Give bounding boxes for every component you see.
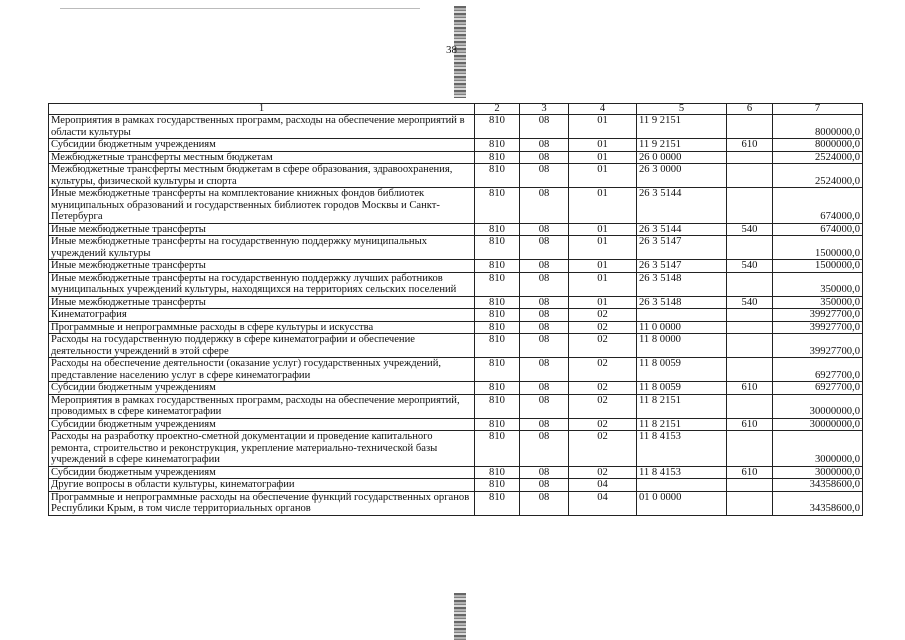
table-row <box>49 491 863 515</box>
header-cell: 1 <box>49 104 475 115</box>
target-article-code: 11 9 2151 <box>637 115 727 139</box>
table-row <box>49 321 863 334</box>
table-row <box>49 188 863 224</box>
subsection-code: 01 <box>569 188 637 224</box>
expense-type-code: 610 <box>727 466 773 479</box>
page-number: 38 <box>446 44 457 56</box>
amount: 1500000,0 <box>773 236 863 260</box>
row-name: Мероприятия в рамках государственных программ, расходы на обеспечение мероприятий, проводимых в сфере кинематографии <box>49 394 475 418</box>
row-name: Субсидии бюджетным учреждениям <box>49 139 475 152</box>
expense-type-code <box>727 334 773 358</box>
header-cell: 4 <box>569 104 637 115</box>
amount: 350000,0 <box>773 296 863 309</box>
expense-type-code <box>727 151 773 164</box>
table-header-row <box>49 104 863 115</box>
amount: 350000,0 <box>773 272 863 296</box>
budget-table <box>48 103 863 516</box>
target-article-code: 11 0 0000 <box>637 321 727 334</box>
target-article-code: 26 3 5144 <box>637 223 727 236</box>
target-article-code: 01 0 0000 <box>637 491 727 515</box>
row-name: Иные межбюджетные трансферты на комплектование книжных фондов библиотек муниципальных образований и государственных библиотек городов Москвы и Санкт-Петербурга <box>49 188 475 224</box>
expense-type-code <box>727 236 773 260</box>
row-name: Межбюджетные трансферты местным бюджетам <box>49 151 475 164</box>
scan-artifact-line <box>60 8 420 9</box>
ministry-code: 810 <box>475 418 520 431</box>
target-article-code: 26 0 0000 <box>637 151 727 164</box>
subsection-code: 01 <box>569 236 637 260</box>
expense-type-code: 610 <box>727 139 773 152</box>
row-name: Субсидии бюджетным учреждениям <box>49 418 475 431</box>
row-name: Иные межбюджетные трансферты на государственную поддержку муниципальных учреждений культуры <box>49 236 475 260</box>
row-name: Иные межбюджетные трансферты <box>49 296 475 309</box>
target-article-code: 26 3 5147 <box>637 236 727 260</box>
amount: 8000000,0 <box>773 139 863 152</box>
ministry-code: 810 <box>475 394 520 418</box>
row-name: Субсидии бюджетным учреждениям <box>49 382 475 395</box>
section-code: 08 <box>520 115 569 139</box>
ministry-code: 810 <box>475 309 520 322</box>
subsection-code: 01 <box>569 164 637 188</box>
table-row <box>49 431 863 467</box>
amount: 34358600,0 <box>773 491 863 515</box>
subsection-code: 01 <box>569 260 637 273</box>
section-code: 08 <box>520 382 569 395</box>
table-row <box>49 394 863 418</box>
table-row <box>49 139 863 152</box>
ministry-code: 810 <box>475 358 520 382</box>
amount: 6927700,0 <box>773 382 863 395</box>
section-code: 08 <box>520 223 569 236</box>
subsection-code: 02 <box>569 382 637 395</box>
section-code: 08 <box>520 272 569 296</box>
ministry-code: 810 <box>475 466 520 479</box>
expense-type-code <box>727 321 773 334</box>
header-cell: 6 <box>727 104 773 115</box>
row-name: Иные межбюджетные трансферты <box>49 223 475 236</box>
table-row <box>49 164 863 188</box>
expense-type-code: 540 <box>727 223 773 236</box>
expense-type-code <box>727 164 773 188</box>
subsection-code: 01 <box>569 139 637 152</box>
row-name: Расходы на обеспечение деятельности (оказание услуг) государственных учреждений, представление населению услуг в сфере кинематографии <box>49 358 475 382</box>
expense-type-code <box>727 115 773 139</box>
row-name: Другие вопросы в области культуры, кинематографии <box>49 479 475 492</box>
expense-type-code: 540 <box>727 296 773 309</box>
amount: 39927700,0 <box>773 309 863 322</box>
target-article-code: 11 8 0059 <box>637 382 727 395</box>
subsection-code: 02 <box>569 418 637 431</box>
table-row <box>49 479 863 492</box>
subsection-code: 02 <box>569 334 637 358</box>
row-name: Кинематография <box>49 309 475 322</box>
subsection-code: 04 <box>569 491 637 515</box>
section-code: 08 <box>520 479 569 492</box>
row-name: Расходы на государственную поддержку в сфере кинематографии и обеспечение деятельности учреждений в этой сфере <box>49 334 475 358</box>
table-row <box>49 260 863 273</box>
row-name: Иные межбюджетные трансферты на государственную поддержку лучших работников муниципальных учреждений культуры, находящихся на территориях сельских поселений <box>49 272 475 296</box>
section-code: 08 <box>520 236 569 260</box>
section-code: 08 <box>520 394 569 418</box>
section-code: 08 <box>520 260 569 273</box>
expense-type-code: 610 <box>727 382 773 395</box>
row-name: Межбюджетные трансферты местным бюджетам в сфере образования, здравоохранения, культуры, физической культуры и спорта <box>49 164 475 188</box>
target-article-code: 26 3 5148 <box>637 272 727 296</box>
table-row <box>49 334 863 358</box>
subsection-code: 01 <box>569 272 637 296</box>
subsection-code: 04 <box>569 479 637 492</box>
row-name: Иные межбюджетные трансферты <box>49 260 475 273</box>
section-code: 08 <box>520 321 569 334</box>
expense-type-code <box>727 188 773 224</box>
expense-type-code <box>727 479 773 492</box>
subsection-code: 02 <box>569 309 637 322</box>
subsection-code: 02 <box>569 321 637 334</box>
amount: 2524000,0 <box>773 151 863 164</box>
expense-type-code <box>727 431 773 467</box>
amount: 30000000,0 <box>773 394 863 418</box>
row-name: Расходы на разработку проектно-сметной документации и проведение капитального ремонта, строительство и реконструкция, укрепление материально-технической базы учреждений в сфере кинематографии <box>49 431 475 467</box>
table-row <box>49 309 863 322</box>
ministry-code: 810 <box>475 260 520 273</box>
target-article-code: 26 3 0000 <box>637 164 727 188</box>
amount: 6927700,0 <box>773 358 863 382</box>
amount: 674000,0 <box>773 188 863 224</box>
row-name: Программные и непрограммные расходы на обеспечение функций государственных органов Республики Крым, в том числе территориальных органов <box>49 491 475 515</box>
expense-type-code: 540 <box>727 260 773 273</box>
ministry-code: 810 <box>475 272 520 296</box>
expense-type-code <box>727 394 773 418</box>
header-cell: 3 <box>520 104 569 115</box>
ministry-code: 810 <box>475 164 520 188</box>
amount: 3000000,0 <box>773 466 863 479</box>
ministry-code: 810 <box>475 382 520 395</box>
target-article-code: 26 3 5144 <box>637 188 727 224</box>
amount: 39927700,0 <box>773 334 863 358</box>
amount: 30000000,0 <box>773 418 863 431</box>
header-cell: 5 <box>637 104 727 115</box>
section-code: 08 <box>520 491 569 515</box>
table-row <box>49 115 863 139</box>
subsection-code: 02 <box>569 394 637 418</box>
target-article-code: 11 8 2151 <box>637 394 727 418</box>
subsection-code: 01 <box>569 115 637 139</box>
table-row <box>49 466 863 479</box>
ministry-code: 810 <box>475 188 520 224</box>
amount: 34358600,0 <box>773 479 863 492</box>
ministry-code: 810 <box>475 139 520 152</box>
expense-type-code: 610 <box>727 418 773 431</box>
subsection-code: 02 <box>569 358 637 382</box>
section-code: 08 <box>520 164 569 188</box>
subsection-code: 02 <box>569 431 637 467</box>
ministry-code: 810 <box>475 479 520 492</box>
expense-type-code <box>727 358 773 382</box>
section-code: 08 <box>520 139 569 152</box>
table-row <box>49 151 863 164</box>
header-cell: 7 <box>773 104 863 115</box>
target-article-code: 11 8 0059 <box>637 358 727 382</box>
ministry-code: 810 <box>475 321 520 334</box>
ministry-code: 810 <box>475 491 520 515</box>
amount: 3000000,0 <box>773 431 863 467</box>
table-row <box>49 236 863 260</box>
ministry-code: 810 <box>475 334 520 358</box>
header-cell: 2 <box>475 104 520 115</box>
row-name: Программные и непрограммные расходы в сфере культуры и искусства <box>49 321 475 334</box>
table-row <box>49 418 863 431</box>
expense-type-code <box>727 309 773 322</box>
target-article-code: 26 3 5148 <box>637 296 727 309</box>
ministry-code: 810 <box>475 151 520 164</box>
section-code: 08 <box>520 358 569 382</box>
subsection-code: 01 <box>569 296 637 309</box>
section-code: 08 <box>520 334 569 358</box>
section-code: 08 <box>520 466 569 479</box>
amount: 8000000,0 <box>773 115 863 139</box>
ministry-code: 810 <box>475 296 520 309</box>
subsection-code: 01 <box>569 151 637 164</box>
section-code: 08 <box>520 431 569 467</box>
ministry-code: 810 <box>475 236 520 260</box>
target-article-code: 26 3 5147 <box>637 260 727 273</box>
table-row <box>49 358 863 382</box>
table-body <box>49 115 863 516</box>
amount: 39927700,0 <box>773 321 863 334</box>
target-article-code: 11 8 4153 <box>637 431 727 467</box>
row-name: Субсидии бюджетным учреждениям <box>49 466 475 479</box>
section-code: 08 <box>520 418 569 431</box>
target-article-code: 11 8 4153 <box>637 466 727 479</box>
table-row <box>49 382 863 395</box>
table-row <box>49 223 863 236</box>
target-article-code: 11 8 2151 <box>637 418 727 431</box>
ministry-code: 810 <box>475 431 520 467</box>
amount: 2524000,0 <box>773 164 863 188</box>
ministry-code: 810 <box>475 223 520 236</box>
section-code: 08 <box>520 151 569 164</box>
expense-type-code <box>727 491 773 515</box>
row-name: Мероприятия в рамках государственных программ, расходы на обеспечение мероприятий в области культуры <box>49 115 475 139</box>
subsection-code: 02 <box>569 466 637 479</box>
amount: 674000,0 <box>773 223 863 236</box>
table-row <box>49 296 863 309</box>
ministry-code: 810 <box>475 115 520 139</box>
target-article-code <box>637 479 727 492</box>
target-article-code <box>637 309 727 322</box>
subsection-code: 01 <box>569 223 637 236</box>
section-code: 08 <box>520 188 569 224</box>
section-code: 08 <box>520 309 569 322</box>
section-code: 08 <box>520 296 569 309</box>
scan-binding-mark-bottom <box>454 593 466 640</box>
expense-type-code <box>727 272 773 296</box>
target-article-code: 11 9 2151 <box>637 139 727 152</box>
table-row <box>49 272 863 296</box>
target-article-code: 11 8 0000 <box>637 334 727 358</box>
amount: 1500000,0 <box>773 260 863 273</box>
